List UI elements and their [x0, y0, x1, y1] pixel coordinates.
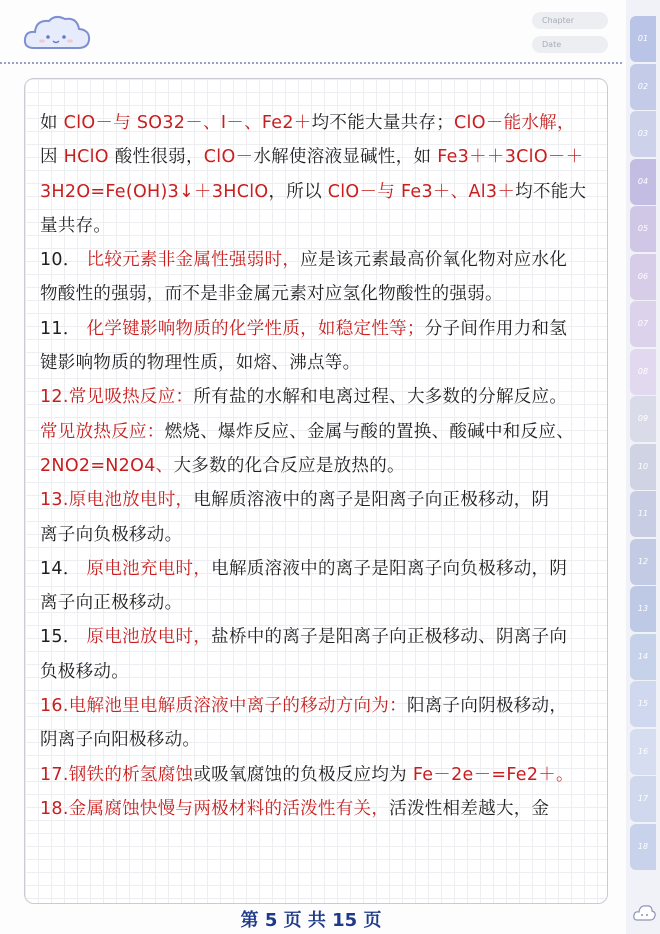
side-tab-05[interactable]: 05 [630, 206, 656, 252]
body-text: 所有盐的水解和电离过程、大多数的分解反应。 [193, 387, 568, 408]
highlight-text: ClO－能水解， [454, 113, 575, 133]
highlight-text: 比较元素非金属性强弱时， [86, 250, 301, 271]
header-divider [0, 62, 622, 64]
side-tab-06[interactable]: 06 [630, 254, 656, 300]
body-text: 电解质溶液中的离子是阳离子向正极移动，阴 [193, 490, 550, 511]
highlight-text: 18.金属腐蚀快慢与两极材料的活泼性有关， [40, 798, 390, 819]
text-line [40, 792, 612, 826]
cloud-face-icon [632, 900, 656, 924]
body-text: 离子向负极移动。 [40, 524, 183, 545]
side-tab-16[interactable]: 16 [630, 729, 656, 775]
highlight-text: Fe－2e－=Fe2＋。 [412, 764, 574, 785]
text-line [40, 277, 612, 311]
body-text: 均不能大 [515, 181, 587, 202]
side-tab-09[interactable]: 09 [630, 396, 656, 442]
text-line [40, 175, 612, 209]
body-text: 键影响物质的物理性质，如熔、沸点等。 [40, 353, 361, 374]
body-text: 燃烧、爆炸反应、金属与酸的置换、酸碱中和反应、 [164, 421, 575, 442]
highlight-text: 原电池充电时， [86, 558, 212, 579]
body-text: 或吸氧腐蚀的负极反应均为 [193, 764, 413, 785]
highlight-text: 常见放热反应： [40, 421, 165, 442]
body-text: 量共存。 [40, 215, 112, 236]
chapter-field[interactable]: Chapter [532, 12, 608, 29]
body-text: 水解使溶液显碱性，如 [253, 147, 438, 168]
text-line [40, 758, 612, 792]
body-text: 因 [40, 147, 64, 168]
body-text: 大多数的化合反应是放热的。 [173, 455, 405, 476]
highlight-text: ClO－与 Fe3＋、Al3＋ [327, 181, 516, 202]
cloud-logo-icon [22, 14, 92, 52]
side-tab-13[interactable]: 13 [630, 586, 656, 632]
body-text: 活泼性相差越大，金 [389, 798, 550, 819]
text-line [40, 620, 612, 654]
text-line [40, 586, 612, 620]
highlight-text: ClO－ [203, 147, 254, 168]
body-text: 15． [40, 627, 87, 648]
text-line [40, 106, 612, 140]
highlight-text: ClO－与 SO32－、I－、Fe2＋ [63, 113, 312, 133]
side-tab-15[interactable]: 15 [630, 681, 656, 727]
body-text: 负极移动。 [40, 661, 129, 682]
body-text: 如 [40, 113, 64, 133]
highlight-text: Fe3＋＋3ClO－＋ [437, 147, 584, 168]
highlight-text: 13.原电池放电时， [40, 490, 194, 511]
text-line [40, 483, 612, 517]
body-text: 11． [40, 318, 87, 339]
body-text: 14． [40, 558, 87, 579]
text-line [40, 518, 612, 552]
highlight-text: 3H2O=Fe(OH)3↓＋3HClO [40, 181, 269, 202]
highlight-text: 17.钢铁的析氢腐蚀 [40, 764, 194, 785]
body-text: 离子向正极移动。 [40, 593, 183, 614]
side-tab-strip [626, 0, 660, 934]
highlight-text: 2NO2=N2O4、 [40, 455, 174, 476]
body-text: 阴离子向阳极移动。 [40, 730, 201, 751]
body-text: 阳离子向阴极移动， [406, 696, 568, 717]
date-field[interactable]: Date [532, 36, 608, 53]
text-line [40, 312, 612, 346]
text-line [40, 209, 612, 243]
text-line [40, 723, 612, 757]
text-line [40, 380, 612, 414]
body-text: 分子间作用力和氢 [424, 318, 568, 339]
text-line [40, 689, 612, 723]
highlight-text: 12.常见吸热反应： [40, 387, 194, 408]
body-text: ，所以 [268, 181, 328, 202]
side-tab-12[interactable]: 12 [630, 539, 656, 585]
body-text: 盐桥中的离子是阳离子向正极移动、阴离子向 [211, 627, 568, 648]
side-tab-01[interactable]: 01 [630, 16, 656, 62]
text-line [40, 655, 612, 689]
text-line [40, 415, 612, 449]
highlight-text: HClO [63, 147, 109, 168]
page-number: 第 5 页 共 15 页 [240, 910, 382, 931]
highlight-text: 16.电解池里电解质溶液中离子的移动方向为： [40, 696, 407, 717]
body-text: 电解质溶液中的离子是阳离子向负极移动，阴 [211, 558, 568, 579]
text-line [40, 449, 612, 483]
highlight-text: 原电池放电时， [86, 627, 212, 648]
text-line [40, 552, 612, 586]
side-tab-04[interactable]: 04 [630, 159, 656, 205]
side-tab-03[interactable]: 03 [630, 111, 656, 157]
side-tab-17[interactable]: 17 [630, 776, 656, 822]
text-line [40, 346, 612, 380]
side-tab-02[interactable]: 02 [630, 64, 656, 110]
side-tab-10[interactable]: 10 [630, 444, 656, 490]
side-tab-14[interactable]: 14 [630, 634, 656, 680]
side-tab-07[interactable]: 07 [630, 301, 656, 347]
body-text: 应是该元素最高价氧化物对应水化 [300, 250, 568, 271]
text-line [40, 140, 612, 174]
body-text: 10． [40, 250, 87, 271]
side-tab-08[interactable]: 08 [630, 349, 656, 395]
side-tab-11[interactable]: 11 [630, 491, 656, 537]
body-text: 均不能大量共存； [311, 113, 455, 133]
body-text: 物酸性的强弱，而不是非金属元素对应氢化物酸性的强弱。 [40, 284, 503, 305]
side-tab-18[interactable]: 18 [630, 824, 656, 870]
notes-body [40, 106, 612, 826]
text-line [40, 243, 612, 277]
highlight-text: 化学键影响物质的化学性质，如稳定性等； [86, 318, 425, 339]
body-text: 酸性很弱， [108, 147, 204, 168]
